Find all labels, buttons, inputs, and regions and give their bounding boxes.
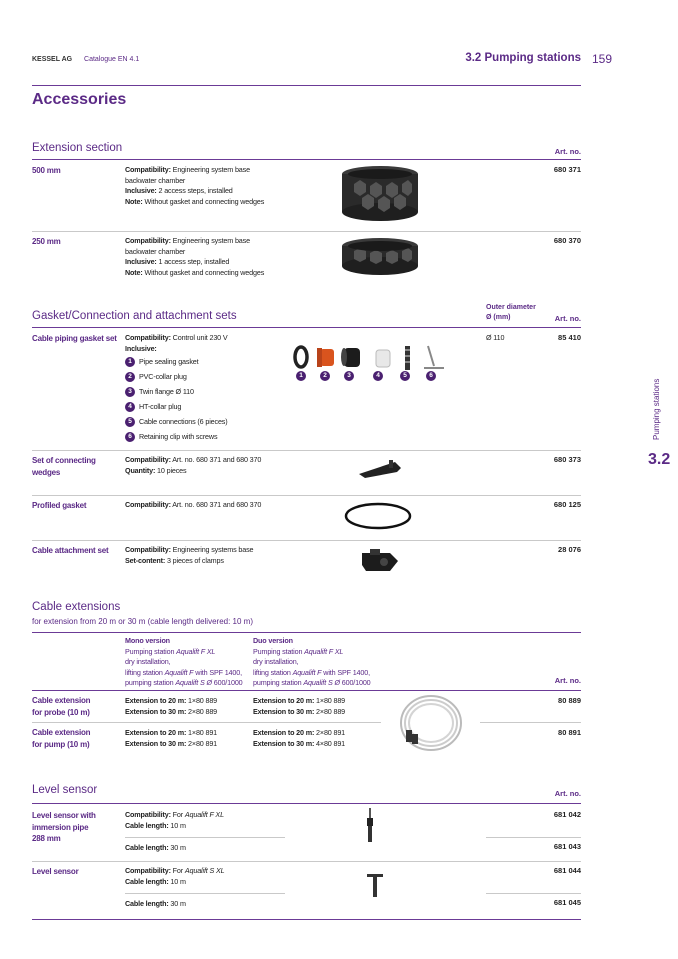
level-sensor-art: 681 044 xyxy=(553,866,581,875)
profiled-gasket-label: Profiled gasket xyxy=(32,501,87,510)
inclusive-item-label: Twin flange Ø 110 xyxy=(139,387,194,396)
extension-500-image xyxy=(340,162,420,224)
page-number: 159 xyxy=(592,52,613,66)
duo-version-desc: Duo version Pumping station Aqualift F XL dry installation, lifting station Aqualift F with SPF 1400, pumping station Aqualift S Ø 600/1000 xyxy=(253,636,371,687)
cable-ext-probe-label: Cable extension for probe (10 m) xyxy=(32,696,91,717)
gasket-section-title: Gasket/Connection and attachment sets xyxy=(32,310,237,322)
cable-ext-probe-art: 80 889 xyxy=(558,696,581,705)
number-badge: 2 xyxy=(125,372,135,382)
cable-attachment-art: 28 076 xyxy=(558,545,581,554)
art-no-header-cable: Art. no. xyxy=(554,676,581,685)
level-sensor-pipe-30-art: 681 043 xyxy=(553,842,581,851)
cable-ext-pump-duo: Extension to 20 m: 2×80 891 Extension to 30 m: 4×80 891 xyxy=(253,728,346,748)
wedges-label: Set of connecting wedges xyxy=(32,456,96,477)
inclusive-item xyxy=(125,399,305,414)
inclusive-item-label: Retaining clip with screws xyxy=(139,432,218,441)
inclusive-item-label: Cable connections (6 pieces) xyxy=(139,417,228,426)
catalogue-name: Catalogue EN 4.1 xyxy=(84,56,140,63)
inclusive-list xyxy=(125,354,305,444)
extension-500-label: 500 mm xyxy=(32,166,61,175)
extension-250-art: 680 370 xyxy=(553,236,581,245)
art-no-header: Art. no. xyxy=(554,147,581,156)
cable-ext-probe-mono: Extension to 20 m: 1×80 889 Extension to 30 m: 2×80 889 xyxy=(125,696,218,716)
profiled-gasket-art: 680 125 xyxy=(553,500,581,509)
profiled-gasket-desc: Compatibility: Art. no. 680 371 and 680 370 xyxy=(125,500,262,509)
side-tab-label: Pumping stations xyxy=(652,378,661,440)
inclusive-item-label: PVC-collar plug xyxy=(139,372,187,381)
image-number-marker: 1 xyxy=(296,371,306,381)
image-number-marker: 4 xyxy=(373,371,383,381)
clamp-image xyxy=(360,547,400,577)
cable-gasket-desc: Compatibility: Control unit 230 V Inclusive: 1 Pipe sealing gasket 2 PVC-collar plug 3 Twin flange Ø 110 4 HT-collar plug 5 Cable connections (6 pieces) 6 Retaining clip with screws xyxy=(125,333,305,444)
cable-gasket-label: Cable piping gasket set xyxy=(32,334,117,343)
profiled-gasket-image xyxy=(343,500,413,532)
number-badge: 4 xyxy=(125,402,135,412)
inclusive-item-label: Pipe sealing gasket xyxy=(139,357,199,366)
extension-500-desc: Compatibility: Engineering system base backwater chamber Inclusive: 2 access steps, installed Note: Without gasket and connecting wedges xyxy=(125,165,265,206)
side-tab xyxy=(652,362,664,440)
cable-ext-pump-mono: Extension to 20 m: 1×80 891 Extension to 30 m: 2×80 891 xyxy=(125,728,218,748)
wedges-desc: Compatibility: Art. no. 680 371 and 680 370 Quantity: 10 pieces xyxy=(125,455,262,475)
inclusive-item xyxy=(125,369,305,384)
section-title: 3.2 Pumping stations xyxy=(465,52,581,64)
cable-gasket-art: 85 410 xyxy=(558,333,581,342)
inclusive-item xyxy=(125,429,305,444)
level-sensor-title: Level sensor xyxy=(32,784,98,796)
outer-diameter-header: Outer diameter Ø (mm) xyxy=(486,304,536,321)
cable-ext-pump-art: 80 891 xyxy=(558,728,581,737)
cable-attachment-desc: Compatibility: Engineering systems base Set-content: 3 pieces of clamps xyxy=(125,545,254,565)
inclusive-item-label: HT-collar plug xyxy=(139,402,182,411)
number-badge: 6 xyxy=(125,432,135,442)
image-number-marker: 5 xyxy=(400,371,410,381)
cable-gasket-od: Ø 110 xyxy=(486,333,505,342)
level-sensor-label: Level sensor xyxy=(32,867,79,876)
cable-gasket-image xyxy=(292,344,452,388)
image-number-marker: 6 xyxy=(426,371,436,381)
level-sensor-pipe-art: 681 042 xyxy=(553,810,581,819)
wedges-art: 680 373 xyxy=(553,455,581,464)
art-no-header-level: Art. no. xyxy=(554,789,581,798)
level-sensor-30-art: 681 045 xyxy=(553,898,581,907)
cable-ext-probe-duo: Extension to 20 m: 1×80 889 Extension to 30 m: 2×80 889 xyxy=(253,696,346,716)
extension-250-image xyxy=(340,234,420,280)
level-sensor-image xyxy=(366,872,384,898)
cable-ext-subtitle: for extension from 20 m or 30 m (cable length delivered: 10 m) xyxy=(32,617,253,626)
cable-coil-image xyxy=(398,690,464,756)
inclusive-item xyxy=(125,354,305,369)
extension-500-art: 680 371 xyxy=(553,165,581,174)
side-tab-number: 3.2 xyxy=(648,451,671,468)
extension-250-desc: Compatibility: Engineering system base backwater chamber Inclusive: 1 access step, installed Note: Without gasket and connecting wedges xyxy=(125,236,265,277)
art-no-header-gasket: Art. no. xyxy=(554,314,581,323)
inclusive-item xyxy=(125,414,305,429)
level-sensor-desc: Compatibility: For Aqualift S XL Cable length: 10 m xyxy=(125,866,225,886)
mono-version-desc: Mono version Pumping station Aqualift F XL dry installation, lifting station Aqualift F with SPF 1400, pumping station Aqualift S Ø 600/1000 xyxy=(125,636,243,687)
number-badge: 1 xyxy=(125,357,135,367)
cable-attachment-label: Cable attachment set xyxy=(32,546,109,555)
image-number-marker: 2 xyxy=(320,371,330,381)
number-badge: 3 xyxy=(125,387,135,397)
page-title: Accessories xyxy=(32,91,127,108)
page-header xyxy=(32,56,139,63)
level-sensor-pipe-30: Cable length: 30 m xyxy=(125,843,186,852)
level-sensor-30: Cable length: 30 m xyxy=(125,899,186,908)
inclusive-item xyxy=(125,384,305,399)
extension-250-label: 250 mm xyxy=(32,237,61,246)
wedge-image xyxy=(355,458,405,480)
level-sensor-pipe-label: Level sensor with immersion pipe 288 mm xyxy=(32,811,96,843)
cable-ext-title: Cable extensions xyxy=(32,601,121,613)
cable-ext-pump-label: Cable extension for pump (10 m) xyxy=(32,728,91,749)
image-number-marker: 3 xyxy=(344,371,354,381)
company-name: KESSEL AG xyxy=(32,56,73,63)
number-badge: 5 xyxy=(125,417,135,427)
extension-section-title: Extension section xyxy=(32,142,123,154)
level-sensor-pipe-desc: Compatibility: For Aqualift F XL Cable length: 10 m xyxy=(125,810,224,830)
level-sensor-pipe-image xyxy=(364,808,380,844)
